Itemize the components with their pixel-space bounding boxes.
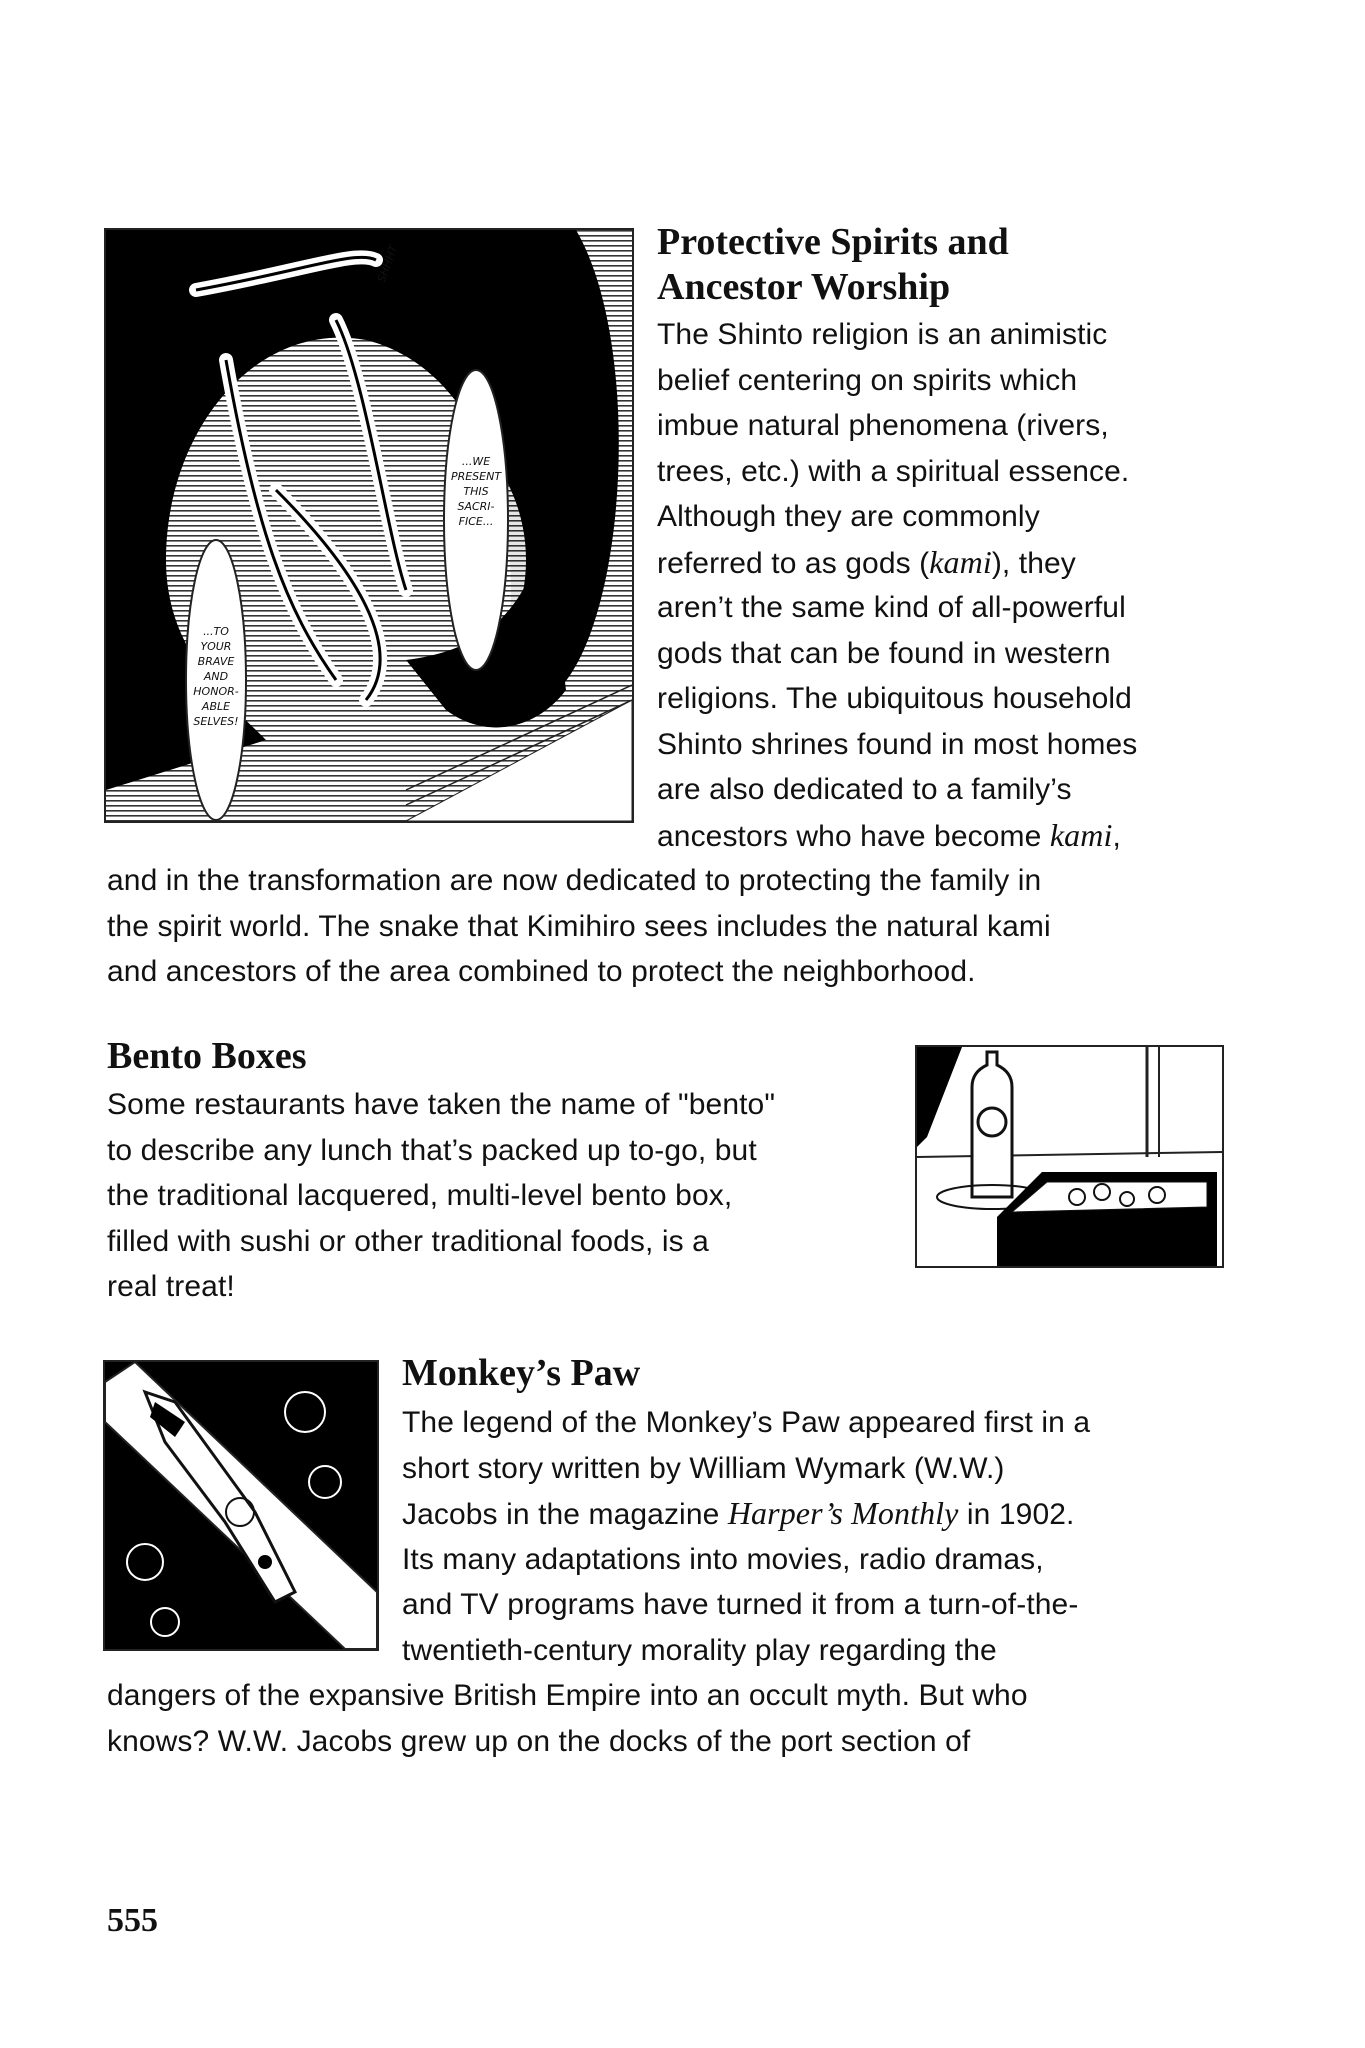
text-line xyxy=(107,1219,775,1265)
section-monkeys-paw-body-full xyxy=(107,1673,1028,1764)
text-span: referred to as gods ( xyxy=(657,546,930,580)
text-span: filled with sushi or other traditional foods, is a xyxy=(107,1224,709,1258)
text-span: religions. The ubiquitous household xyxy=(657,682,1132,715)
text-line xyxy=(657,585,1137,631)
text-line xyxy=(107,904,1051,950)
text-span: dangers of the expansive British Empire into an occult myth. But who xyxy=(107,1679,1028,1712)
text-line xyxy=(402,1400,1090,1446)
heading-line: Ancestor Worship xyxy=(657,266,951,308)
text-span: and in the transformation are now dedicated to protecting the family in xyxy=(107,864,1042,897)
text-line xyxy=(657,631,1137,677)
text-line xyxy=(657,813,1137,859)
balloon-text-line: PRESENT xyxy=(450,470,502,483)
text-line xyxy=(107,1673,1028,1719)
balloon-text-line: SACRI- xyxy=(457,500,495,513)
monkeys-paw-illustration xyxy=(103,1360,379,1651)
text-span: short story written by William Wymark (W.W.) xyxy=(402,1451,1005,1485)
text-line xyxy=(107,1082,775,1128)
text-span: Shinto shrines found in most homes xyxy=(657,727,1138,761)
text-line xyxy=(402,1537,1090,1583)
section-protective-spirits-body-full xyxy=(107,858,1051,995)
text-span: The legend of the Monkey’s Paw appeared first in a xyxy=(402,1406,1091,1439)
text-span: , xyxy=(1112,819,1121,853)
text-span: knows? W.W. Jacobs grew up on the docks of the port section of xyxy=(107,1724,971,1758)
text-line xyxy=(657,358,1137,404)
balloon-text-line: ABLE xyxy=(201,700,231,713)
text-span: and TV programs have turned it from a turn-of-the- xyxy=(402,1588,1079,1621)
bento-illustration xyxy=(915,1045,1224,1268)
text-span: the traditional lacquered, multi-level bento box, xyxy=(107,1179,733,1212)
text-line xyxy=(657,722,1137,768)
section-protective-spirits-body xyxy=(657,312,1137,858)
balloon-text-line: THIS xyxy=(463,485,489,498)
balloon-text-line: SELVES! xyxy=(193,715,239,728)
sfx-text: SHHHT xyxy=(375,243,401,285)
balloon-text-line: ...WE xyxy=(461,455,491,468)
text-span: twentieth-century morality play regarding the xyxy=(402,1633,997,1667)
text-span: Some restaurants have taken the name of "bento" xyxy=(107,1088,776,1121)
heading-line: Protective Spirits and xyxy=(657,221,1009,263)
text-span: in 1902. xyxy=(958,1498,1075,1531)
heading-monkeys-paw xyxy=(402,1351,640,1396)
heading-line: Monkey’s Paw xyxy=(402,1352,641,1394)
text-span: aren’t the same kind of all-powerful xyxy=(657,591,1126,624)
text-line xyxy=(657,449,1137,495)
italic-term: Harper’s Monthly xyxy=(727,1495,959,1531)
text-line xyxy=(657,312,1137,358)
text-span: ), they xyxy=(991,546,1076,580)
text-line xyxy=(657,494,1137,540)
balloon-text-line: FICE... xyxy=(458,515,494,528)
text-span: Although they are commonly xyxy=(657,500,1040,533)
text-line xyxy=(107,1128,775,1174)
balloon-text-line: ...TO xyxy=(203,625,229,638)
text-line xyxy=(402,1446,1090,1492)
heading-protective-spirits xyxy=(657,220,1009,310)
text-line xyxy=(402,1491,1090,1537)
text-span: to describe any lunch that’s packed up to-go, but xyxy=(107,1133,757,1167)
text-span: the spirit world. The snake that Kimihiro sees includes the natural kami xyxy=(107,909,1051,943)
text-span: belief centering on spirits which xyxy=(657,363,1078,397)
text-span: gods that can be found in western xyxy=(657,636,1111,670)
text-span: are also dedicated to a family’s xyxy=(657,773,1072,806)
text-line xyxy=(107,1719,1028,1765)
text-line xyxy=(107,949,1051,995)
text-span: and ancestors of the area combined to protect the neighborhood. xyxy=(107,955,976,988)
italic-term: kami xyxy=(1049,816,1113,853)
balloon-text-line: BRAVE xyxy=(197,655,235,668)
text-line xyxy=(107,1173,775,1219)
text-line xyxy=(657,767,1137,813)
text-span: real treat! xyxy=(107,1270,235,1303)
text-line xyxy=(657,676,1137,722)
text-span: Its many adaptations into movies, radio dramas, xyxy=(402,1542,1044,1576)
text-line xyxy=(107,858,1051,904)
balloon-text-line: AND xyxy=(203,670,229,683)
manga-panel-snake-illustration xyxy=(104,228,634,823)
balloon-text-line: HONOR- xyxy=(193,685,239,698)
italic-term: kami xyxy=(929,543,992,580)
page-number: 555 xyxy=(107,1902,158,1939)
heading-line: Bento Boxes xyxy=(107,1035,307,1077)
text-line xyxy=(402,1582,1090,1628)
text-line xyxy=(657,540,1137,586)
text-line xyxy=(402,1628,1090,1674)
text-span: Jacobs in the magazine xyxy=(402,1498,728,1531)
text-span: ancestors who have become xyxy=(657,819,1050,853)
section-monkeys-paw-body xyxy=(402,1400,1090,1673)
text-span: The Shinto religion is an animistic xyxy=(657,318,1108,351)
heading-bento-boxes xyxy=(107,1034,307,1079)
section-bento-body xyxy=(107,1082,775,1310)
balloon-text-line: YOUR xyxy=(200,640,232,653)
text-line xyxy=(657,403,1137,449)
text-line xyxy=(107,1264,775,1310)
text-span: imbue natural phenomena (rivers, xyxy=(657,409,1109,442)
text-span: trees, etc.) with a spiritual essence. xyxy=(657,454,1130,488)
